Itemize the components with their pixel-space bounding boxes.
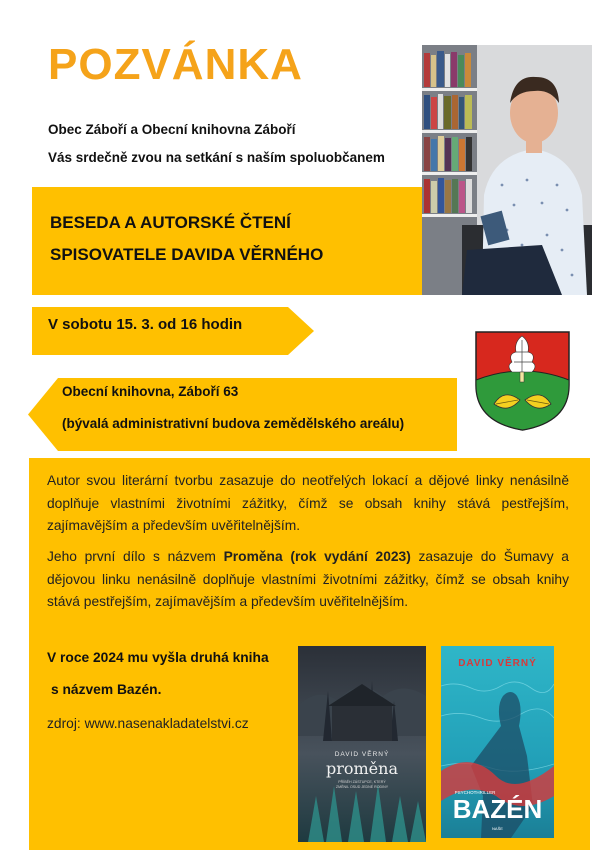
book-cover-bazen (441, 646, 554, 838)
about-paragraph-1: Autor svou literární tvorbu zasazuje do neotřelých lokací a dějové linky nenásilně doplňuje vlastními životními zážitky, čímž se obsah knihy stává pestřejším, zajímavějším a především uvěřitelnějším. (47, 473, 569, 534)
village-crest-emblem (474, 330, 571, 432)
organizers-text: Obec Záboří a Obecní knihovna Záboří (48, 122, 296, 137)
location-address: Obecní knihovna, Záboří 63 (62, 384, 239, 399)
book1-subtitle-2: ZMĚNIL OSUD JEDNÉ RODINY (335, 785, 389, 789)
book2-author: DAVID VĚRNÝ (458, 658, 537, 669)
event-banner (32, 187, 422, 295)
paragraph-2-intro: Jeho první dílo s názvem (47, 549, 224, 564)
book2-title: BAZÉN (452, 794, 543, 824)
first-book-title: Proměna (rok vydání 2023) (223, 549, 411, 564)
invitation-text: Vás srdečně zvou na setkání s naším spoluobčanem (48, 150, 385, 165)
book-cover-promena (298, 646, 426, 842)
source-link[interactable]: zdroj: www.nasenakladatelstvi.cz (47, 716, 249, 731)
book1-title: proměna (325, 759, 399, 778)
second-book-line-2: s názvem Bazén. (51, 682, 162, 697)
location-note: (bývalá administrativní budova zemědělského areálu) (62, 416, 405, 431)
book1-subtitle-1: PŘÍBĚH ZÁSTUPCE, KTERÝ (338, 780, 386, 784)
banner-line-2: SPISOVATELE DAVIDA VĚRNÉHO (50, 245, 324, 264)
book2-genre: PSYCHOTHRILLER (454, 790, 496, 795)
second-book-line-1: V roce 2024 mu vyšla druhá kniha (47, 650, 269, 665)
paragraph-2-rest: zasazuje do Šumavy a dějovou linku nenásilně doplňuje vlastními životními zážitky, čímž se obsah knihy stává pestřejším, zajímavějším a především uvěřitelnějším. (47, 549, 569, 610)
author-photo (422, 45, 592, 295)
banner-line-1: BESEDA A AUTORSKÉ ČTENÍ (50, 213, 291, 232)
page-title: POZVÁNKA (48, 40, 303, 89)
book1-author: DAVID VĚRNÝ (334, 751, 390, 758)
book2-publisher: NAŠE (492, 826, 503, 831)
event-date: V sobotu 15. 3. od 16 hodin (48, 316, 243, 333)
about-paragraph-2 (47, 546, 569, 614)
